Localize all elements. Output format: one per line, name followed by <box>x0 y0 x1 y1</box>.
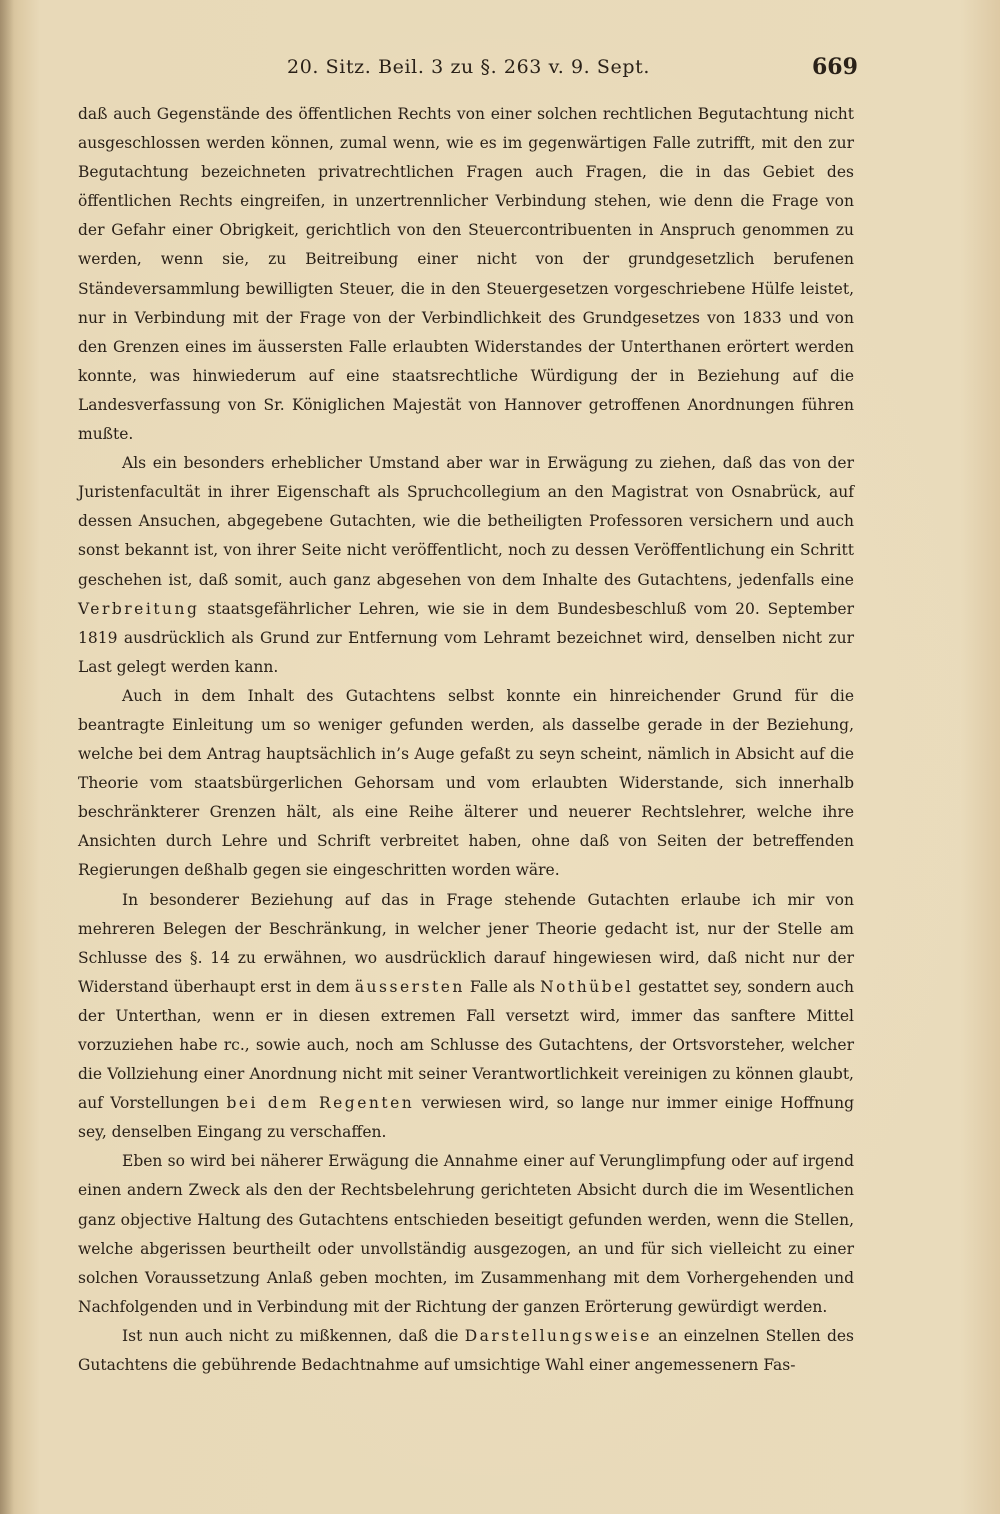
paragraph-5 <box>78 1147 854 1322</box>
paragraph-3 <box>78 682 854 886</box>
spaced-emphasis: äussersten <box>354 977 465 996</box>
paragraph-text: verwiesen wird, so lange nur immer einige Hoffnung sey, denselben Eingang zu verschaffen. <box>78 1094 854 1142</box>
paragraph-text: In besonderer Beziehung auf das in Frage stehende Gutachten erlaube ich mir von mehreren Belegen der Beschränkung, in welcher jener Theorie gedacht ist, nur der Stelle am Schlusse des §. 14 zu erwähnen, wo ausdrücklich darauf hingewiesen wird, daß nicht nur der Widerstand überhaupt erst in dem <box>78 890 854 996</box>
paragraph-text: Falle als <box>464 977 541 996</box>
paragraph-1 <box>78 100 854 449</box>
paragraph-text: gestattet sey, sondern auch der Unterthan, wenn er in diesen extremen Fall versetzt wird, immer das sanftere Mittel vorzuziehen habe rc., sowie auch, noch am Schlusse des Gutachtens, der Ortsvorsteher, welcher die Vollziehung einer Anordnung nicht mit seiner Verantwortlichkeit vereinigen zu können glaubt, auf Vorstellungen <box>78 977 855 1113</box>
body-text <box>78 100 854 1380</box>
paragraph-text: Auch in dem Inhalt des Gutachtens selbst konnte ein hinreichender Grund für die beantragte Einleitung um so weniger gefunden werden, als dasselbe gerade in der Beziehung, welche bei dem Antrag hauptsächlich in’s Auge gefaßt zu seyn scheint, nämlich in Absicht auf die Theorie vom staatsbürgerlichen Gehorsam und vom erlaubten Widerstande, sich innerhalb beschränkterer Grenzen hält, als eine Reihe älterer und neuerer Rechtslehrer, welche ihre Ansichten durch Lehre und Schrift verbreitet haben, ohne daß von Seiten der betreffenden Regierungen deßhalb gegen sie eingeschritten worden wäre. <box>78 686 854 880</box>
paragraph-6 <box>78 1322 854 1380</box>
binding-shadow <box>0 0 14 1514</box>
running-head: 20. Sitz. Beil. 3 zu §. 263 v. 9. Sept. <box>287 56 651 78</box>
page-header <box>0 52 1000 92</box>
spaced-emphasis: Nothübel <box>540 977 634 996</box>
spaced-emphasis: Verbreitung <box>78 599 200 618</box>
paragraph-text: Ist nun auch nicht zu mißkennen, daß die <box>122 1326 465 1345</box>
paragraph-text: daß auch Gegenstände des öffentlichen Rechts von einer solchen rechtlichen Begutachtung nicht ausgeschlossen werden können, zumal wenn, wie es im gegenwärtigen Falle zutrifft, mit den zur Begutachtung bezeichneten privatrechtlichen Fragen auch Fragen, die in das Gebiet des öffentlichen Rechts eingreifen, in unzertrennlicher Verbindung stehen, wie denn die Frage von der Gefahr einer Obrigkeit, gerichtlich von den Steuercontribuenten in Anspruch genommen zu werden, wenn sie, zu Beitreibung einer nicht von der grundgesetzlich berufenen Ständeversammlung bewilligten Steuer, die in den Steuergesetzen vorgeschriebene Hülfe leistet, nur in Verbindung mit der Frage von der Verbindlichkeit des Grundgesetzes von 1833 und von den Grenzen eines im äussersten Falle erlaubten Widerstandes der Unterthanen erörtert werden konnte, was hinwiederum auf eine staatsrechtliche Würdigung der in Beziehung auf die Landesverfassung von Sr. Königlichen Majestät von Hannover getroffenen Anordnungen führen mußte. <box>78 105 854 444</box>
spaced-emphasis: bei dem Regenten <box>226 1094 415 1113</box>
paragraph-4 <box>78 886 854 1148</box>
paragraph-text: Eben so wird bei näherer Erwägung die Annahme einer auf Verunglimpfung oder auf irgend einen andern Zweck als den der Rechtsbelehrung gerichteten Absicht durch die im Wesentlichen ganz objective Haltung des Gutachtens entschieden beseitigt gefunden werden, wenn die Stellen, welche abgerissen beurtheilt oder unvollständig ausgezogen, an und für sich vielleicht zu einer solchen Voraussetzung Anlaß geben mochten, im Zusammenhang mit dem Vorhergehenden und Nachfolgenden und in Verbindung mit der Richtung der ganzen Erörterung gewürdigt werden. <box>78 1152 854 1316</box>
spaced-emphasis: Darstellungsweise <box>464 1326 652 1345</box>
page-number: 669 <box>812 54 858 80</box>
paragraph-text: an einzelnen Stellen des Gutachtens die gebührende Bedachtnahme auf umsichtige Wahl einer angemessenern Fas- <box>78 1326 854 1375</box>
paragraph-text: Als ein besonders erheblicher Umstand aber war in Erwägung zu ziehen, daß das von der Juristenfacultät in ihrer Eigenschaft als Spruchcollegium an den Magistrat von Osnabrück, auf dessen Ansuchen, abgegebene Gutachten, wie die betheiligten Professoren versichern und auch sonst bekannt ist, von ihrer Seite nicht veröffentlicht, noch zu dessen Veröffentlichung ein Schritt geschehen ist, daß somit, auch ganz abgesehen von dem Inhalte des Gutachtens, jedenfalls eine <box>78 454 854 589</box>
paragraph-text: staatsgefährlicher Lehren, wie sie in dem Bundesbeschluß vom 20. September 1819 ausdrücklich als Grund zur Entfernung vom Lehramt bezeichnet wird, denselben nicht zur Last gelegt werden kann. <box>78 599 854 676</box>
paragraph-2 <box>78 449 854 682</box>
